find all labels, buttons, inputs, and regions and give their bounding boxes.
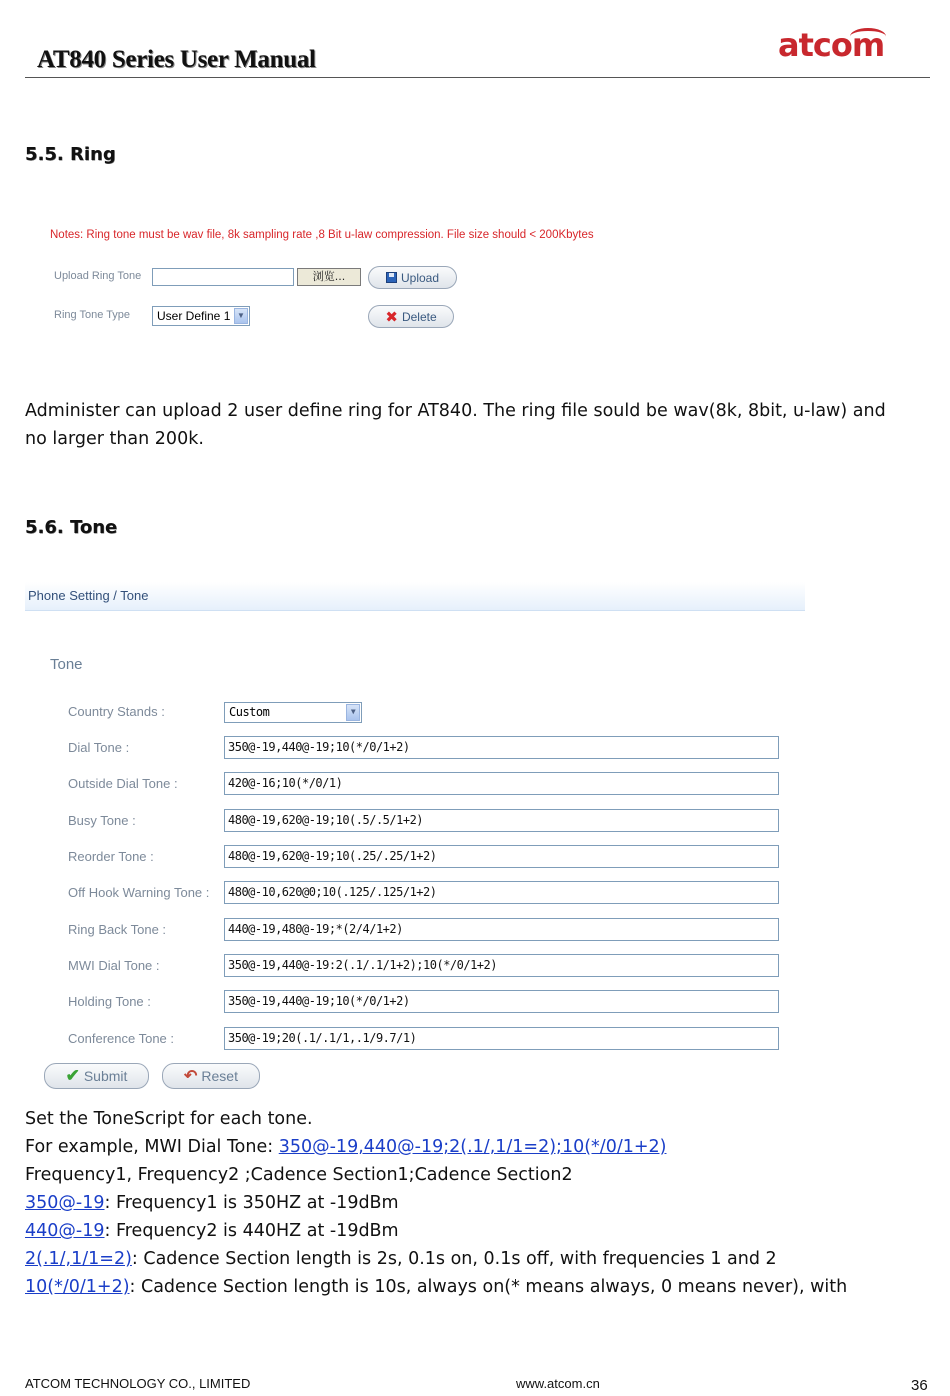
footer-website: www.atcom.cn	[516, 1376, 600, 1391]
off-hook-warning-tone-input[interactable]: 480@-10,620@0;10(.125/.125/1+2)	[224, 881, 779, 904]
frequency2-link[interactable]: 440@-19	[25, 1221, 105, 1241]
country-stands-value: Custom	[229, 705, 270, 719]
ring-description-line2: no larger than 200k.	[25, 429, 204, 449]
cadence2-text: : Cadence Section length is 10s, always on(* means always, 0 means never), with	[129, 1277, 848, 1297]
frequency1-explanation	[25, 1189, 399, 1217]
ring-description-line1: Administer can upload 2 user define ring for AT840. The ring file sould be wav(8k, 8bit, u-law) and	[25, 401, 886, 421]
conference-tone-input[interactable]: 350@-19;20(.1/.1/1,.1/9.7/1)	[224, 1027, 779, 1050]
upload-file-input[interactable]	[152, 268, 294, 286]
header-divider	[25, 77, 930, 78]
frequency2-explanation	[25, 1217, 399, 1245]
check-icon: ✔	[65, 1066, 80, 1085]
conference-tone-label: Conference Tone :	[68, 1031, 174, 1046]
ring-tone-type-select[interactable]	[152, 306, 250, 326]
upload-button[interactable]	[368, 266, 457, 289]
tonescript-intro: Set the ToneScript for each tone.	[25, 1109, 313, 1129]
dial-tone-input[interactable]: 350@-19,440@-19;10(*/0/1+2)	[224, 736, 779, 759]
upload-button-label: Upload	[400, 270, 440, 285]
dial-tone-label: Dial Tone :	[68, 740, 130, 755]
busy-tone-input[interactable]: 480@-19,620@-19;10(.5/.5/1+2)	[224, 809, 779, 832]
cadence1-link[interactable]: 2(.1/,1/1=2)	[25, 1249, 132, 1269]
submit-button-label: Submit	[83, 1068, 128, 1084]
reset-button-label: Reset	[201, 1068, 238, 1084]
mwi-dial-tone-input[interactable]: 350@-19,440@-19:2(.1/.1/1+2);10(*/0/1+2)	[224, 954, 779, 977]
delete-button[interactable]	[368, 305, 454, 328]
atcom-logo: atcom	[778, 26, 885, 64]
reorder-tone-input[interactable]: 480@-19,620@-19;10(.25/.25/1+2)	[224, 845, 779, 868]
holding-tone-input[interactable]: 350@-19,440@-19;10(*/0/1+2)	[224, 990, 779, 1013]
tone-panel-title: Tone	[50, 656, 83, 673]
frequency1-link[interactable]: 350@-19	[25, 1193, 105, 1213]
example-link[interactable]: 350@-19,440@-19;2(.1/,1/1=2);10(*/0/1+2)	[278, 1137, 667, 1157]
delete-button-label: Delete	[401, 309, 437, 324]
save-disk-icon	[386, 272, 397, 283]
example-prefix: For example, MWI Dial Tone:	[25, 1137, 279, 1157]
outside-dial-tone-input[interactable]: 420@-16;10(*/0/1)	[224, 772, 779, 795]
reset-button[interactable]	[162, 1063, 260, 1089]
off-hook-warning-tone-label: Off Hook Warning Tone :	[68, 885, 210, 900]
ring-back-tone-label: Ring Back Tone :	[68, 922, 167, 937]
outside-dial-tone-label: Outside Dial Tone :	[68, 776, 178, 791]
ring-back-tone-input[interactable]: 440@-19,480@-19;*(2/4/1+2)	[224, 918, 779, 941]
cadence1-text: : Cadence Section length is 2s, 0.1s on, 0.1s off, with frequencies 1 and 2	[131, 1249, 777, 1269]
chevron-down-icon: ▼	[234, 308, 248, 324]
holding-tone-label: Holding Tone :	[68, 994, 151, 1009]
country-stands-select[interactable]	[224, 702, 362, 723]
country-stands-label: Country Stands :	[68, 704, 165, 719]
tonescript-example	[25, 1133, 666, 1161]
section-heading-ring: 5.5. Ring	[25, 144, 116, 165]
footer-company: ATCOM TECHNOLOGY CO., LIMITED	[25, 1376, 251, 1391]
ring-tone-type-label: Ring Tone Type	[54, 309, 131, 321]
undo-arrow-icon: ↶	[184, 1068, 198, 1085]
cadence2-link[interactable]: 10(*/0/1+2)	[25, 1277, 130, 1297]
reorder-tone-label: Reorder Tone :	[68, 849, 154, 864]
section-heading-tone: 5.6. Tone	[25, 517, 118, 538]
red-x-icon: ✖	[385, 307, 398, 326]
ring-tone-note: Notes: Ring tone must be wav file, 8k sampling rate ,8 Bit u-law compression. File size should < 200Kbytes	[50, 229, 594, 241]
logo-arc-decoration	[850, 28, 886, 45]
cadence1-explanation	[25, 1245, 777, 1273]
chevron-down-icon: ▼	[346, 704, 360, 721]
mwi-dial-tone-label: MWI Dial Tone :	[68, 958, 160, 973]
cadence2-explanation	[25, 1273, 847, 1301]
page-number: 36	[911, 1377, 928, 1394]
ring-tone-type-value: User Define 1	[157, 309, 231, 323]
frequency1-text: : Frequency1 is 350HZ at -19dBm	[104, 1193, 399, 1213]
tonescript-format: Frequency1, Frequency2 ;Cadence Section1;Cadence Section2	[25, 1165, 573, 1185]
submit-button[interactable]	[44, 1063, 149, 1089]
browse-button[interactable]: 浏览...	[297, 268, 361, 286]
busy-tone-label: Busy Tone :	[68, 813, 136, 828]
document-title: AT840 Series User Manual	[37, 46, 316, 73]
upload-ring-tone-label: Upload Ring Tone	[54, 270, 142, 282]
breadcrumb: Phone Setting / Tone	[28, 588, 149, 603]
frequency2-text: : Frequency2 is 440HZ at -19dBm	[104, 1221, 399, 1241]
